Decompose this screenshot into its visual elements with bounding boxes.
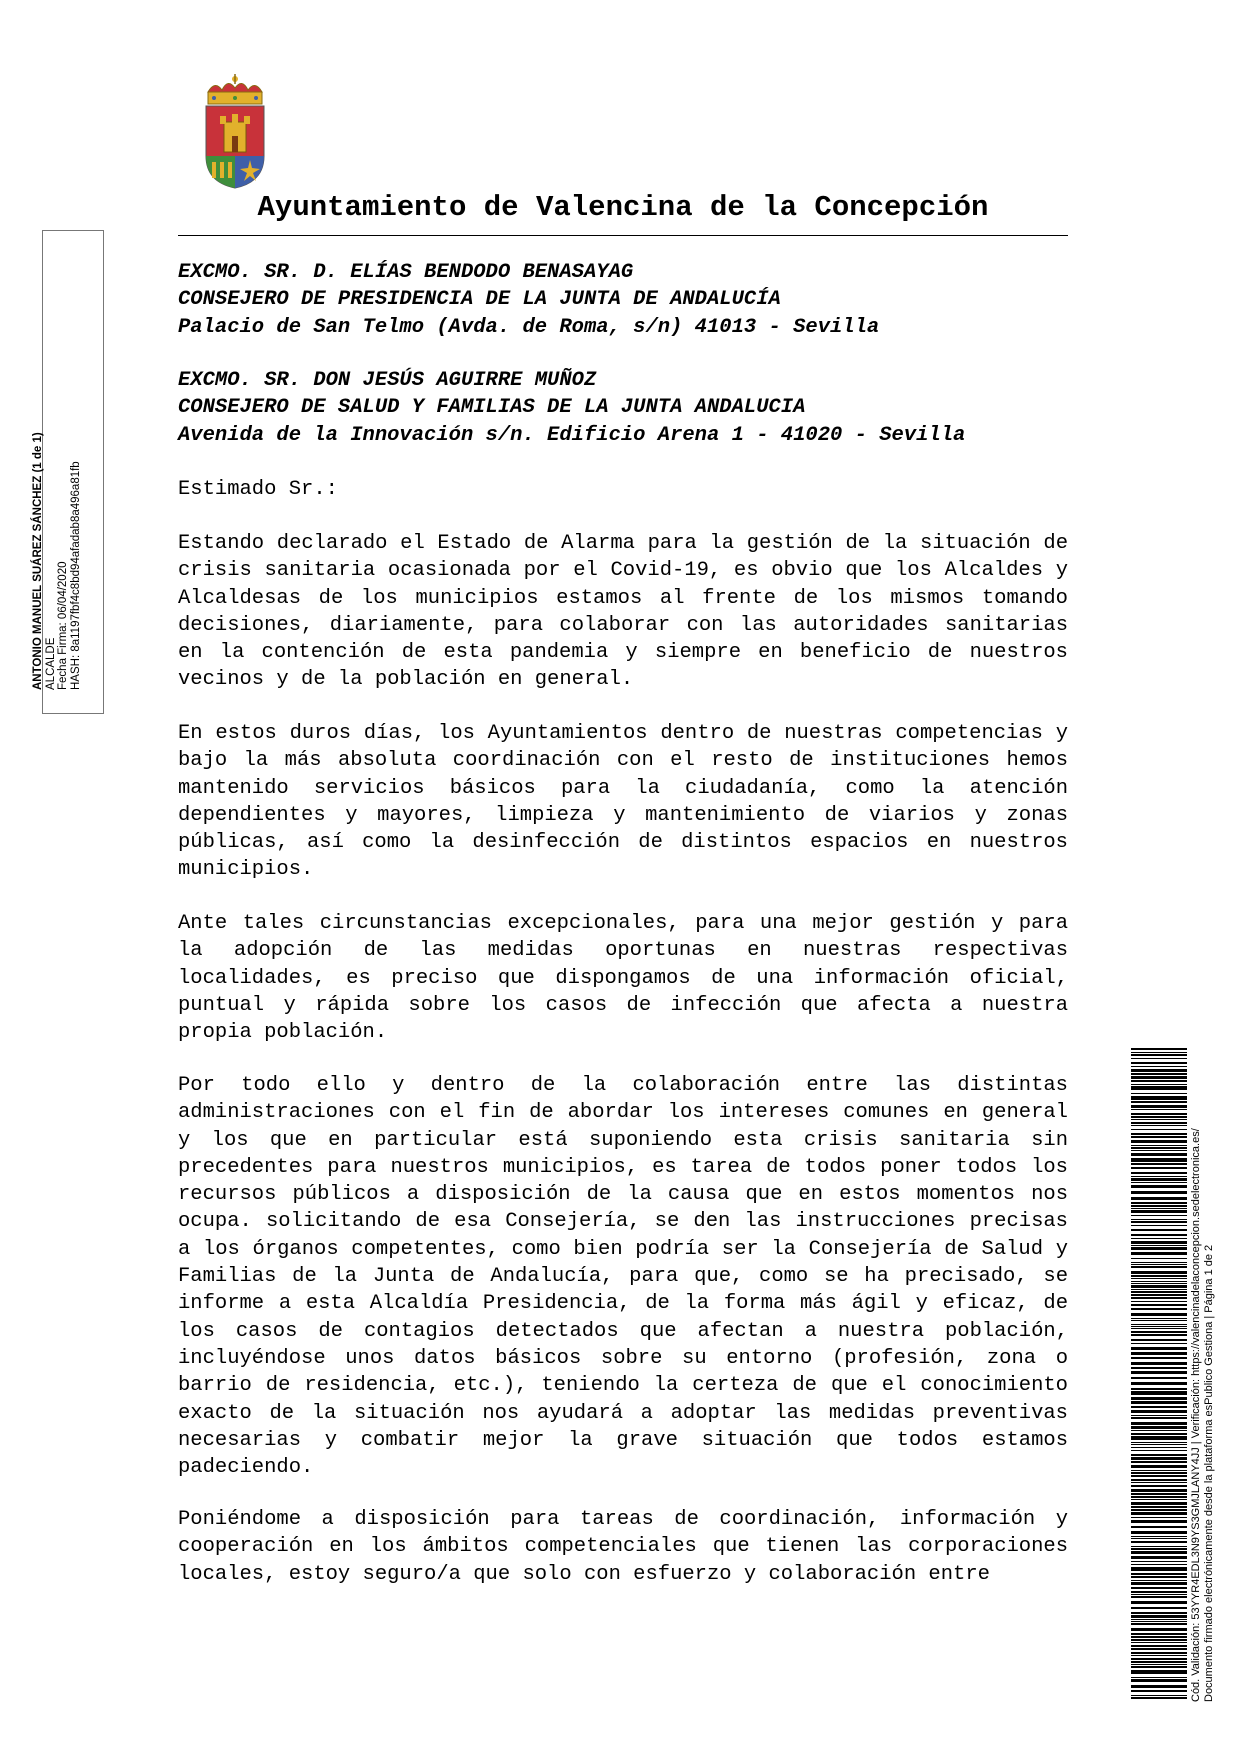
barcode-bar [1131, 1109, 1187, 1110]
barcode-bar [1131, 1076, 1187, 1079]
barcode-bar [1131, 1594, 1187, 1595]
barcode-bar [1131, 1531, 1187, 1534]
barcode-bar [1131, 1185, 1187, 1188]
barcode-bar [1131, 1343, 1187, 1344]
barcode-bar [1131, 1564, 1187, 1565]
barcode-bar [1131, 1415, 1187, 1416]
barcode-bar [1131, 1520, 1187, 1523]
verification-code: Cód. Validación: 53YYR4EDL3N9YS3GMJLANY4JJ | Verificación: https://valencinadelaconcepcion.sedelectronica.es/ [1190, 1128, 1202, 1702]
barcode-bar [1131, 1430, 1187, 1431]
barcode-bar [1131, 1479, 1187, 1481]
barcode-bar [1131, 1247, 1187, 1250]
barcode-bar [1131, 1208, 1187, 1209]
barcode-bar [1131, 1313, 1187, 1316]
barcode-bar [1131, 1271, 1187, 1274]
barcode-bar [1131, 1291, 1187, 1293]
barcode-bar [1131, 1229, 1187, 1231]
barcode-bar [1131, 1113, 1187, 1115]
barcode-bar [1131, 1301, 1187, 1302]
letter-paragraph-1 [178, 530, 1068, 694]
barcode-bar [1131, 1410, 1187, 1413]
barcode-bar [1131, 1417, 1187, 1419]
barcode-bar [1131, 1576, 1187, 1578]
barcode-bar [1131, 1377, 1187, 1379]
barcode-bar [1131, 1561, 1187, 1562]
barcode-bar [1131, 1573, 1187, 1575]
barcode-bar [1131, 1447, 1187, 1448]
barcode-bar [1131, 1136, 1187, 1138]
barcode-bar [1131, 1324, 1187, 1325]
barcode-bar [1131, 1215, 1187, 1216]
barcode-bar [1131, 1238, 1187, 1239]
barcode-bar [1131, 1352, 1187, 1355]
barcode-bar [1131, 1178, 1187, 1181]
barcode-bar [1131, 1580, 1187, 1581]
barcode-bar [1131, 1285, 1187, 1288]
barcode-bar [1131, 1066, 1187, 1067]
letter-paragraph-2 [178, 720, 1068, 884]
barcode-bar [1131, 1685, 1187, 1688]
barcode-bar [1131, 1567, 1187, 1571]
barcode-bar [1131, 1116, 1187, 1118]
barcode-bar [1131, 1541, 1187, 1543]
barcode-bar [1131, 1367, 1187, 1369]
barcode-bar [1131, 1105, 1187, 1108]
barcode-bar [1131, 1241, 1187, 1244]
barcode-bar [1131, 1048, 1187, 1050]
barcode-bar [1131, 1619, 1187, 1620]
barcode-bar [1131, 1234, 1187, 1236]
barcode-bar [1131, 1093, 1187, 1094]
barcode-bar [1131, 1406, 1187, 1408]
barcode-bar [1131, 1084, 1187, 1085]
barcode-bar [1131, 1666, 1187, 1668]
barcode-bar [1131, 1054, 1187, 1056]
barcode-bar [1131, 1202, 1187, 1204]
barcode-bar [1131, 1506, 1187, 1508]
recipient-2-name: EXCMO. SR. DON JESÚS AGUIRRE MUÑOZ [178, 369, 597, 392]
barcode-bar [1131, 1450, 1187, 1451]
barcode-bar [1131, 1278, 1187, 1279]
barcode-bar [1131, 1334, 1187, 1336]
barcode-bar [1131, 1548, 1187, 1550]
barcode-bar [1131, 1252, 1187, 1255]
verification-footer [1190, 1048, 1230, 1702]
barcode-bar [1131, 1496, 1187, 1498]
barcode-bar [1131, 1475, 1187, 1477]
barcode-bar [1131, 1320, 1187, 1321]
barcode-bar [1131, 1658, 1187, 1660]
barcode-bar [1131, 1294, 1187, 1296]
signature-hash: HASH: 8a1197fbf4c8bd94afadab8a496a81fb [69, 461, 82, 690]
barcode-bar [1131, 1245, 1187, 1246]
barcode-bar [1131, 1648, 1187, 1650]
barcode-bar [1131, 1318, 1187, 1319]
barcode-bar [1131, 1621, 1187, 1622]
barcode-bar [1131, 1442, 1187, 1443]
barcode-bar [1131, 1426, 1187, 1429]
barcode-bar [1131, 1397, 1187, 1400]
barcode-bar [1131, 1145, 1187, 1146]
recipient-1-position: CONSEJERO DE PRESIDENCIA DE LA JUNTA DE ANDALUCÍA [178, 288, 781, 312]
barcode-bar [1131, 1158, 1187, 1162]
paragraph-text: Poniéndome a disposición para tareas de coordinación, información y cooperación en los ámbitos competenciales que tienen las corporaciones locales, estoy seguro/a que solo con esfuerzo y colaboración entre [178, 1508, 1068, 1586]
barcode-bar [1131, 1401, 1187, 1404]
barcode-bar [1131, 1153, 1187, 1156]
barcode-bar [1131, 1371, 1187, 1374]
barcode-bar [1131, 1062, 1187, 1064]
barcode-bar [1131, 1601, 1187, 1604]
barcode-bar [1131, 1129, 1187, 1130]
barcode-bar [1131, 1517, 1187, 1518]
barcode-bar [1131, 1308, 1187, 1310]
recipient-1-address: Palacio de San Telmo (Avda. de Roma, s/n) 41013 - Sevilla [178, 315, 880, 339]
barcode-bar [1131, 1297, 1187, 1299]
barcode-bar [1131, 1191, 1187, 1194]
barcode-bar [1131, 1073, 1187, 1075]
barcode-bar [1131, 1690, 1187, 1692]
barcode-bar [1131, 1119, 1187, 1120]
barcode-bar [1131, 1679, 1187, 1682]
barcode-bar [1131, 1262, 1187, 1263]
barcode-bar [1131, 1628, 1187, 1631]
barcode-bar [1131, 1551, 1187, 1554]
verification-platform: Documento firmado electrónicamente desde la plataforma esPublico Gestiona | Página 1 de 2 [1202, 1244, 1215, 1702]
barcode-bar [1131, 1163, 1187, 1165]
barcode-bar [1131, 1444, 1187, 1445]
letter-paragraph-4 [178, 1072, 1068, 1481]
barcode-bar [1131, 1623, 1187, 1625]
barcode-bar [1131, 1221, 1187, 1223]
validation-barcode [1131, 1048, 1187, 1702]
recipient-block-2 [178, 367, 1068, 449]
barcode-bar [1131, 1264, 1187, 1265]
barcode-bar [1131, 1645, 1187, 1647]
barcode-bar [1131, 1582, 1187, 1585]
barcode-bar [1131, 1122, 1187, 1124]
barcode-bar [1131, 1219, 1187, 1220]
barcode-bar [1131, 1133, 1187, 1135]
letter-paragraph-5 [178, 1506, 1068, 1588]
barcode-bar [1131, 1362, 1187, 1365]
barcode-bar [1131, 1499, 1187, 1500]
barcode-bar [1131, 1655, 1187, 1656]
barcode-bar [1131, 1596, 1187, 1598]
letter-paragraph-3 [178, 910, 1068, 1046]
barcode-bar [1131, 1670, 1187, 1674]
barcode-bar [1131, 1347, 1187, 1350]
barcode-bar [1131, 1058, 1187, 1059]
recipient-2-position: CONSEJERO DE SALUD Y FAMILIAS DE LA JUNTA ANDALUCIA [178, 396, 806, 420]
barcode-bar [1131, 1182, 1187, 1183]
barcode-bar [1131, 1697, 1187, 1699]
signature-stamp [32, 250, 92, 690]
barcode-bar [1131, 1489, 1187, 1492]
barcode-bar [1131, 1509, 1187, 1511]
barcode-bar [1131, 1339, 1187, 1341]
barcode-bar [1131, 1607, 1187, 1609]
barcode-bar [1131, 1101, 1187, 1103]
barcode-bar [1131, 1197, 1187, 1200]
barcode-bar [1131, 1485, 1187, 1487]
barcode-bar [1131, 1526, 1187, 1528]
paragraph-text: En estos duros días, los Ayuntamientos dentro de nuestras competencias y bajo la más absoluta coordinación con el resto de instituciones hemos mantenido servicios básicos para la ciudadanía, como la atención dependientes y mayores, limpieza y mantenimiento de viarios y zonas públicas, así como la desinfección de distintos espacios en nuestros municipios. [178, 722, 1068, 882]
barcode-bar [1131, 1695, 1187, 1696]
barcode-bar [1131, 1391, 1187, 1395]
barcode-bar [1131, 1642, 1187, 1643]
recipient-block-1 [178, 259, 1068, 341]
recipient-2-address: Avenida de la Innovación s/n. Edificio Arena 1 - 41020 - Sevilla [178, 423, 966, 447]
barcode-bar [1131, 1382, 1187, 1385]
barcode-bar [1131, 1436, 1187, 1440]
barcode-bar [1131, 1125, 1187, 1126]
barcode-bar [1131, 1258, 1187, 1259]
barcode-bar [1131, 1289, 1187, 1290]
title-divider [178, 235, 1068, 236]
barcode-bar [1131, 1502, 1187, 1505]
barcode-bar [1131, 1661, 1187, 1663]
barcode-bar [1131, 1664, 1187, 1665]
barcode-bar [1131, 1328, 1187, 1329]
barcode-bar [1131, 1096, 1187, 1100]
barcode-bar [1131, 1172, 1187, 1174]
barcode-bar [1131, 1281, 1187, 1282]
barcode-bar [1131, 1556, 1187, 1559]
barcode-bar [1131, 1546, 1187, 1547]
barcode-bar [1131, 1275, 1187, 1277]
recipient-1-name: EXCMO. SR. D. ELÍAS BENDODO BENASAYAG [178, 261, 634, 284]
barcode-bar [1131, 1482, 1187, 1483]
barcode-bar [1131, 1140, 1187, 1143]
paragraph-text: Por todo ello y dentro de la colaboración entre las distintas administraciones con el fin de abordar los intereses comunes en general y los que en particular está suponiendo esta crisis sanitaria sin precedentes para nuestros municipios, es tarea de todos poner todos los recursos públicos a disposición de la causa que en estos momentos nos ocupa. solicitando de esa Consejería, se den las instrucciones precisas a los órganos competentes, como bien podría ser la Consejería de Salud y Familias de la Junta de Andalucía, para que, como se ha precisado, se informe a esta Alcaldía Presidencia, de la forma más ágil y eficaz, de los casos de contagios detectados que afectan a nuestra población, incluyéndose unos datos básicos sobre su entorno (profesión, zona o barrio de residencia, etc.), teniendo la certeza de que el conocimiento exacto de la situación nos ayudará a adoptar las medidas preventivas necesarias y combatir mejor la grave situación que todos estamos padeciendo. [178, 1074, 1068, 1480]
barcode-bar [1131, 1304, 1187, 1306]
barcode-bar [1131, 1461, 1187, 1463]
barcode-bar [1131, 1454, 1187, 1456]
barcode-bar [1131, 1472, 1187, 1474]
barcode-bar [1131, 1615, 1187, 1618]
coat-of-arms-logo [200, 74, 270, 190]
barcode-bar [1131, 1176, 1187, 1177]
barcode-bar [1131, 1388, 1187, 1390]
barcode-bar [1131, 1326, 1187, 1327]
barcode-bar [1131, 1147, 1187, 1149]
barcode-bar [1131, 1205, 1187, 1207]
barcode-bar [1131, 1591, 1187, 1593]
barcode-bar [1131, 1652, 1187, 1654]
barcode-bar [1131, 1357, 1187, 1359]
barcode-bar [1131, 1167, 1187, 1169]
paragraph-text: Ante tales circunstancias excepcionales, para una mejor gestión y para la adopción de las medidas oportunas en nuestras respectivas localidades, es preciso que dispongamos de una información oficial, puntual y rápida sobre los casos de infección que afecta a nuestra propia población. [178, 912, 1068, 1045]
signer-role: ALCALDE [44, 637, 57, 690]
barcode-bar [1131, 1612, 1187, 1614]
barcode-bar [1131, 1538, 1187, 1539]
barcode-bar [1131, 1587, 1187, 1589]
barcode-bar [1131, 1465, 1187, 1468]
barcode-bar [1131, 1457, 1187, 1460]
barcode-bar [1131, 1493, 1187, 1495]
barcode-bar [1131, 1052, 1187, 1053]
barcode-bar [1131, 1633, 1187, 1635]
barcode-bar [1131, 1225, 1187, 1226]
barcode-bar [1131, 1433, 1187, 1435]
barcode-bar [1131, 1069, 1187, 1072]
barcode-bar [1131, 1210, 1187, 1213]
barcode-bar [1131, 1150, 1187, 1151]
organization-title: Ayuntamiento de Valencina de la Concepción [257, 191, 989, 224]
barcode-bar [1131, 1422, 1187, 1425]
barcode-bar [1131, 1639, 1187, 1641]
barcode-bar [1131, 1677, 1187, 1678]
salutation: Estimado Sr.: [178, 478, 338, 501]
barcode-bar [1131, 1086, 1187, 1090]
barcode-bar [1131, 1266, 1187, 1268]
barcode-bar [1131, 1636, 1187, 1638]
barcode-bar [1131, 1080, 1187, 1082]
barcode-bar [1131, 1470, 1187, 1471]
barcode-bar [1131, 1283, 1187, 1284]
barcode-bar [1131, 1536, 1187, 1537]
barcode-bar [1131, 1512, 1187, 1515]
barcode-bar [1131, 1331, 1187, 1333]
signature-date: Fecha Firma: 06/04/2020 [57, 561, 69, 690]
paragraph-text: Estando declarado el Estado de Alarma para la gestión de la situación de crisis sanitaria ocasionada por el Covid-19, es obvio que los Alcaldes y Alcaldesas de los municipios estamos al frente de los mismos tomando decisiones, diariamente, para colaborar con las autoridades sanitarias en la contención de esta pandemia y siempre en beneficio de nuestros vecinos y de la población en general. [178, 532, 1068, 692]
signer-name: ANTONIO MANUEL SUÁREZ SÁNCHEZ (1 de 1) [32, 432, 44, 690]
